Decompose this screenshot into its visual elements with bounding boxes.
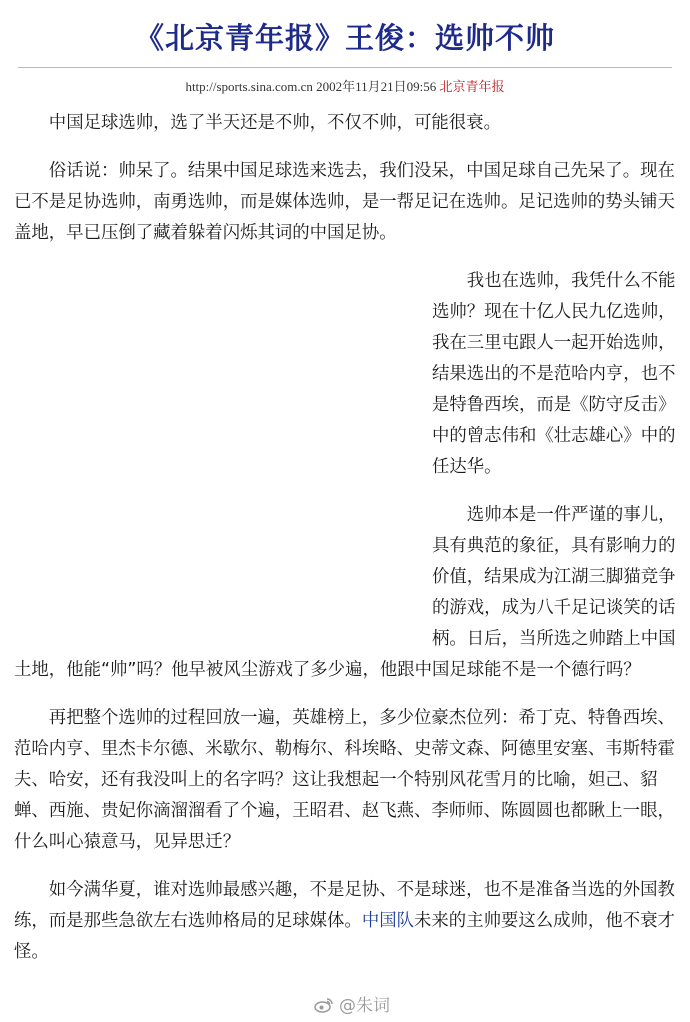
- paragraph-2: 俗话说：帅呆了。结果中国足球选来选去，我们没呆，中国足球自己先呆了。现在已不是足协选帅，南勇选帅，而是媒体选帅，是一帮足记在选帅。足记选帅的势头铺天盖地，早已压倒了藏着躲着闪烁其词的中国足协。: [14, 161, 675, 243]
- paragraph-4: 选帅本是一件严谨的事儿，具有典范的象征，具有影响力的价值，结果成为江湖三脚猫竞争的游戏，成为八千足记谈笑的话柄。日后，当所选之帅踏上中国土地，他能“帅”吗？他早被风尘游戏了多少遍，他跟中国足球能不是一个德行吗？: [14, 505, 676, 680]
- title-divider: [18, 67, 672, 68]
- china-team-link[interactable]: 中国队: [361, 911, 415, 931]
- watermark: [314, 991, 390, 1016]
- watermark-handle: @朱词: [339, 996, 390, 1016]
- article-title: 《北京青年报》王俊：选帅不帅: [134, 21, 555, 55]
- paragraph-5: 再把整个选帅的过程回放一遍，英雄榜上，多少位豪杰位列：希丁克、特鲁西埃、范哈内亨、里杰卡尔德、米歇尔、勒梅尔、科埃略、史蒂文森、阿德里安塞、韦斯特霍夫、哈安，还有我没叫上的名字吗？这让我想起一个特别风花雪月的比喻，妲己、貂蝉、西施、贵妃你滴溜溜看了个遍，王昭君、赵飞燕、李师师、陈圆圆也都瞅上一眼，什么叫心猿意马，见异思迁？: [14, 708, 675, 852]
- paragraph-3: 我也在选帅，我凭什么不能选帅？现在十亿人民九亿选帅，我在三里屯跟人一起开始选帅，结果选出的不是范哈内亨，也不是特鲁西埃，而是《防守反击》中的曾志伟和《壮志雄心》中的任达华。: [432, 271, 676, 477]
- image-placeholder: [14, 266, 432, 649]
- meta-date: 2002年11月21日09:56: [316, 79, 437, 94]
- paragraph-6-text-b: 未来的主帅要这么成帅，他不衰才怪。: [14, 911, 675, 962]
- paragraph-6: [14, 875, 682, 968]
- article-body: [14, 108, 682, 985]
- weibo-icon: [314, 997, 334, 1013]
- meta-source[interactable]: 北京青年报: [439, 80, 505, 95]
- article-meta: [0, 76, 690, 95]
- meta-url[interactable]: http://sports.sina.com.cn: [185, 79, 313, 94]
- paragraph-6-text-a: 如今满华夏，谁对选帅最感兴趣，不是足协、不是球迷，也不是准备当选的外国教练，而是那些急欲左右选帅格局的足球媒体。: [14, 880, 675, 931]
- paragraph-1: 中国足球选帅，选了半天还是不帅，不仅不帅，可能很衰。: [48, 113, 501, 133]
